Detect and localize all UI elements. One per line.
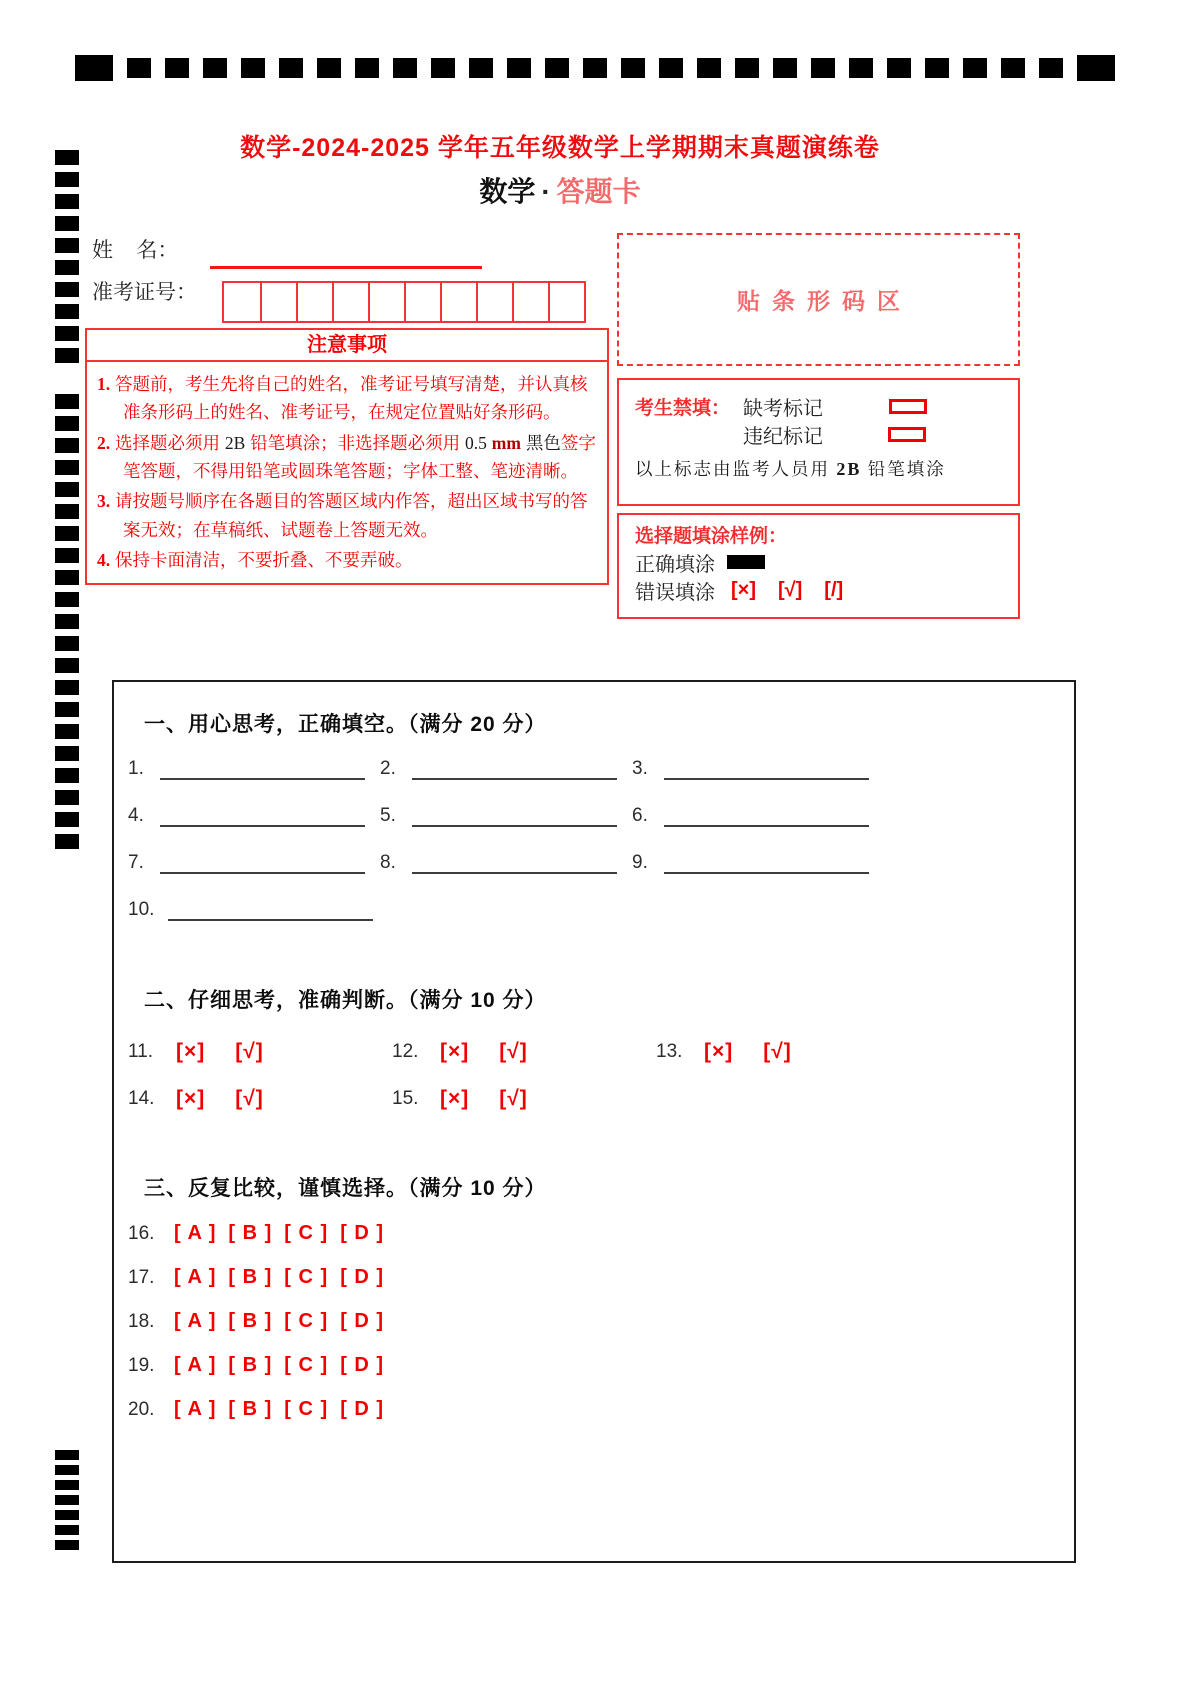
option-b[interactable]: [ B ] (228, 1222, 273, 1244)
subject-label: 数学 (479, 176, 536, 207)
id-cell[interactable] (296, 283, 332, 321)
wrong-mark-examples (731, 579, 843, 602)
fill-item: 1. (128, 758, 380, 780)
fill-item: 5. (380, 805, 632, 827)
answer-blank-5[interactable] (412, 807, 617, 827)
answer-blank-9[interactable] (664, 854, 869, 874)
answer-blank-3[interactable] (664, 760, 869, 780)
section-1-title: 一、用心思考，正确填空。（满分 20 分） (144, 713, 547, 736)
timing-mark (431, 58, 455, 78)
sample-box (617, 513, 1020, 619)
option-d[interactable]: [ D ] (340, 1266, 385, 1288)
timing-mark (55, 282, 79, 297)
answer-area (112, 680, 1076, 1563)
name-input-line[interactable] (210, 266, 482, 269)
fill-item: 7. (128, 852, 380, 874)
timing-mark (545, 58, 569, 78)
exam-title: 数学-2024-2025 学年五年级数学上学期期末真题演练卷 (240, 134, 880, 162)
wrong-sample-row (635, 576, 1018, 604)
fill-item: 9. (632, 852, 884, 874)
choice-item-17: 17. [ A ] [ B ] [ C ] [ D ] (128, 1266, 385, 1288)
judge-row-1 (128, 1040, 920, 1064)
choice-item-19: 19. [ A ] [ B ] [ C ] [ D ] (128, 1354, 385, 1376)
timing-mark (55, 548, 79, 563)
timing-mark (55, 746, 79, 761)
timing-mark (55, 460, 79, 475)
id-cell[interactable] (368, 283, 404, 321)
timing-mark (393, 58, 417, 78)
timing-mark (55, 1480, 79, 1490)
choice-item-18: 18. [ A ] [ B ] [ C ] [ D ] (128, 1310, 385, 1332)
timing-mark (849, 58, 873, 78)
notice-item-4: 4. 保持卡面清洁，不要折叠、不要弄破。 (97, 550, 413, 571)
timing-mark (55, 1510, 79, 1520)
answer-blank-1[interactable] (160, 760, 365, 780)
fill-item: 6. (632, 805, 884, 827)
fill-item: 3. (632, 758, 884, 780)
subtitle-separator: · (541, 176, 551, 207)
id-cell[interactable] (548, 283, 584, 321)
fill-item: 4. (128, 805, 380, 827)
timing-mark (1077, 55, 1115, 81)
timing-mark (55, 438, 79, 453)
timing-mark (659, 58, 683, 78)
judge-item-13: 13. [×] [√] (656, 1040, 792, 1063)
section-2-title: 二、仔细思考，准确判断。（满分 10 分） (144, 989, 547, 1012)
judge-item-11: 11. [×] [√] (128, 1040, 264, 1063)
timing-mark (55, 812, 79, 827)
timing-marks-left-2 (55, 394, 79, 849)
timing-mark (55, 172, 79, 187)
name-label: 姓 名： (92, 239, 179, 262)
timing-mark (811, 58, 835, 78)
fill-row-3 (128, 852, 884, 874)
option-false[interactable]: [×] (440, 1087, 470, 1110)
timing-mark (55, 1465, 79, 1475)
choice-item-16: 16. [ A ] [ B ] [ C ] [ D ] (128, 1222, 385, 1244)
timing-mark (127, 58, 151, 78)
id-grid (222, 281, 586, 323)
violation-mark-bubble[interactable] (888, 427, 926, 442)
timing-mark (55, 394, 79, 409)
option-b[interactable]: [ B ] (228, 1354, 273, 1376)
timing-mark (55, 680, 79, 695)
timing-mark (55, 194, 79, 209)
fill-row-2 (128, 805, 884, 827)
forbidden-title: 考生禁填： (635, 397, 731, 419)
wrong-mark-check: [√] (778, 578, 803, 601)
option-false[interactable]: [×] (176, 1087, 206, 1110)
notice-item-2: 2. 选择题必须用 2B 铅笔填涂；非选择题必须用 0.5 mm 黑色签字笔答题，不得用铅笔或圆珠笔答题；字体工整、笔迹清晰。 (97, 432, 596, 482)
timing-mark (507, 58, 531, 78)
answer-blank-4[interactable] (160, 807, 365, 827)
notice-item-3: 3. 请按题号顺序在各题目的答题区域内作答，超出区域书写的答案无效；在草稿纸、试题卷上答题无效。 (97, 491, 588, 540)
notice-item-1: 1. 答题前，考生先将自己的姓名，准考证号填写清楚，并认真核准条形码上的姓名、准考证号，在规定位置贴好条形码。 (97, 374, 588, 423)
option-a[interactable]: [ A ] (174, 1398, 217, 1420)
timing-mark (55, 1450, 79, 1460)
timing-mark (55, 1495, 79, 1505)
correct-sample-label: 正确填涂 (635, 553, 715, 576)
option-c[interactable]: [ C ] (284, 1398, 329, 1420)
option-a[interactable]: [ A ] (174, 1310, 217, 1332)
id-cell[interactable] (440, 283, 476, 321)
notice-box (85, 328, 609, 585)
fill-row-4 (128, 899, 380, 921)
option-true[interactable]: [√] (499, 1087, 528, 1110)
fill-item: 2. (380, 758, 632, 780)
wrong-sample-label: 错误填涂 (635, 581, 715, 604)
timing-mark (165, 58, 189, 78)
timing-mark (241, 58, 265, 78)
timing-mark (55, 636, 79, 651)
timing-mark (55, 150, 79, 165)
option-false[interactable]: [×] (176, 1040, 206, 1063)
option-c[interactable]: [ C ] (284, 1266, 329, 1288)
option-d[interactable]: [ D ] (340, 1222, 385, 1244)
proctor-note: 以上标志由监考人员用 2B 铅笔填涂 (635, 459, 946, 479)
timing-mark (925, 58, 949, 78)
absent-mark-row (635, 392, 1018, 420)
barcode-area (617, 233, 1020, 366)
fill-item: 10. (128, 899, 380, 921)
notice-title: 注意事项 (87, 330, 607, 362)
fill-row-1 (128, 758, 884, 780)
option-d[interactable]: [ D ] (340, 1354, 385, 1376)
option-true[interactable]: [√] (499, 1040, 528, 1063)
option-b[interactable]: [ B ] (228, 1310, 273, 1332)
timing-mark (203, 58, 227, 78)
option-b[interactable]: [ B ] (228, 1266, 273, 1288)
timing-mark (55, 304, 79, 319)
id-cell[interactable] (512, 283, 548, 321)
absent-mark-label: 缺考标记 (743, 397, 823, 420)
timing-mark (55, 570, 79, 585)
fill-item: 8. (380, 852, 632, 874)
timing-mark (55, 260, 79, 275)
timing-mark (55, 1540, 79, 1550)
option-c[interactable]: [ C ] (284, 1354, 329, 1376)
timing-mark (55, 348, 79, 363)
timing-mark (55, 1525, 79, 1535)
answer-blank-8[interactable] (412, 854, 617, 874)
option-d[interactable]: [ D ] (340, 1310, 385, 1332)
option-true[interactable]: [√] (763, 1040, 792, 1063)
choice-item-20: 20. [ A ] [ B ] [ C ] [ D ] (128, 1398, 385, 1420)
timing-mark (55, 592, 79, 607)
timing-mark (621, 58, 645, 78)
wrong-mark-x: [×] (731, 578, 756, 601)
option-a[interactable]: [ A ] (174, 1354, 217, 1376)
option-a[interactable]: [ A ] (174, 1222, 217, 1244)
timing-mark (55, 504, 79, 519)
timing-marks-left-3 (55, 1450, 79, 1550)
judge-item-14: 14. [×] [√] (128, 1087, 264, 1110)
id-cell[interactable] (404, 283, 440, 321)
option-false[interactable]: [×] (440, 1040, 470, 1063)
answer-blank-10[interactable] (168, 901, 373, 921)
timing-mark (887, 58, 911, 78)
timing-mark (469, 58, 493, 78)
timing-mark (773, 58, 797, 78)
timing-mark (55, 326, 79, 341)
id-label: 准考证号： (92, 281, 197, 304)
timing-mark (279, 58, 303, 78)
timing-mark (55, 482, 79, 497)
forbidden-box (617, 378, 1020, 506)
option-false[interactable]: [×] (704, 1040, 734, 1063)
timing-mark (55, 216, 79, 231)
option-true[interactable]: [√] (235, 1040, 264, 1063)
sheet-subtitle (85, 170, 1035, 210)
id-cell[interactable] (224, 283, 260, 321)
timing-mark (1001, 58, 1025, 78)
timing-mark (963, 58, 987, 78)
id-cell[interactable] (332, 283, 368, 321)
timing-mark (55, 724, 79, 739)
timing-mark (55, 834, 79, 849)
timing-mark (317, 58, 341, 78)
timing-mark (55, 702, 79, 717)
timing-mark (355, 58, 379, 78)
section-3-title: 三、反复比较，谨慎选择。（满分 10 分） (144, 1177, 547, 1200)
option-true[interactable]: [√] (235, 1087, 264, 1110)
timing-mark (55, 658, 79, 673)
timing-marks-top (75, 55, 1115, 81)
id-cell[interactable] (476, 283, 512, 321)
answer-blank-2[interactable] (412, 760, 617, 780)
judge-item-12: 12. [×] [√] (392, 1040, 528, 1063)
timing-mark (55, 614, 79, 629)
absent-mark-bubble[interactable] (889, 399, 927, 414)
timing-mark (55, 526, 79, 541)
timing-mark (55, 790, 79, 805)
filled-mark-sample (727, 555, 765, 569)
timing-mark (55, 416, 79, 431)
answer-blank-6[interactable] (664, 807, 869, 827)
timing-mark (55, 768, 79, 783)
option-b[interactable]: [ B ] (228, 1398, 273, 1420)
sample-title: 选择题填涂样例： (635, 526, 788, 547)
violation-mark-label: 违纪标记 (743, 425, 823, 448)
judge-row-2 (128, 1087, 656, 1111)
answer-card-label: 答题卡 (556, 176, 641, 207)
timing-mark (583, 58, 607, 78)
answer-blank-7[interactable] (160, 854, 365, 874)
notice-body (87, 362, 607, 574)
option-a[interactable]: [ A ] (174, 1266, 217, 1288)
timing-mark (735, 58, 759, 78)
timing-mark (1039, 58, 1063, 78)
option-c[interactable]: [ C ] (284, 1222, 329, 1244)
judge-item-15: 15. [×] [√] (392, 1087, 528, 1110)
header (85, 128, 1035, 210)
timing-mark (697, 58, 721, 78)
wrong-mark-slash: [/] (824, 578, 844, 601)
option-c[interactable]: [ C ] (284, 1310, 329, 1332)
option-d[interactable]: [ D ] (340, 1398, 385, 1420)
timing-marks-left-1 (55, 150, 79, 363)
timing-mark (75, 55, 113, 81)
barcode-area-label: 贴条形码区 (737, 288, 912, 314)
timing-mark (55, 238, 79, 253)
correct-sample-row (635, 548, 1018, 576)
violation-mark-row (635, 420, 1018, 448)
id-cell[interactable] (260, 283, 296, 321)
